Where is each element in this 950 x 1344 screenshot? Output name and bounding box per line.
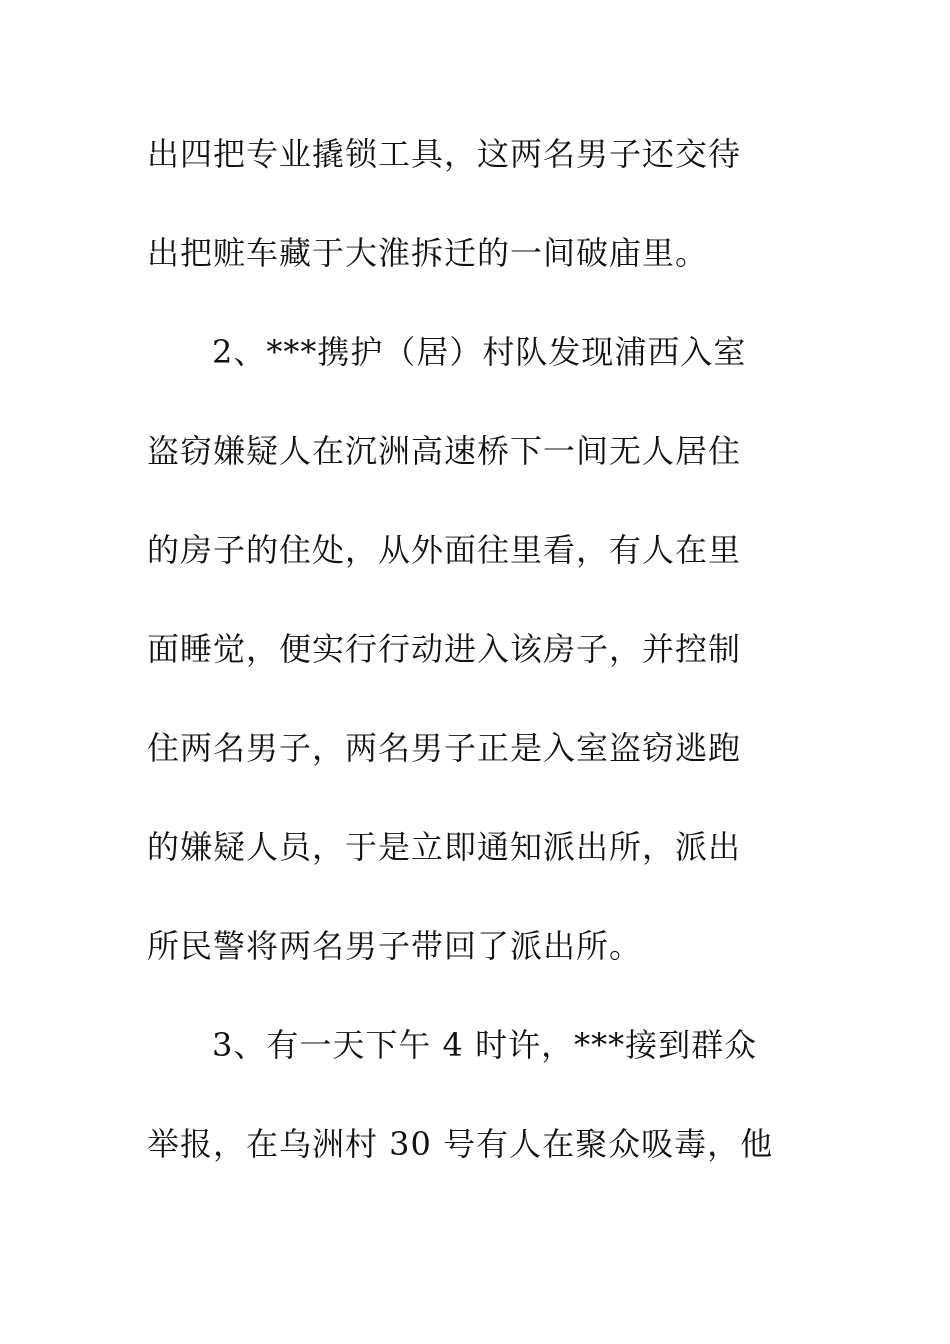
text-line-9: 所民警将两名男子带回了派出所。: [147, 927, 643, 965]
text-line-6: 面睡觉，便实行行动进入该房子，并控制: [147, 630, 742, 668]
text-line-5: 的房子的住处，从外面往里看，有人在里: [147, 531, 742, 569]
text-line-4: 盗窃嫌疑人在沉洲高速桥下一间无人居住: [147, 432, 742, 470]
text-line-8: 的嫌疑人员，于是立即通知派出所，派出: [147, 828, 742, 866]
text-line-11: 举报，在乌洲村 30 号有人在聚众吸毒，他: [147, 1125, 774, 1163]
text-line-7: 住两名男子，两名男子正是入室盗窃逃跑: [147, 729, 742, 767]
text-line-2: 出把赃车藏于大淮拆迁的一间破庙里。: [147, 234, 709, 272]
text-line-3: 2、***携护（居）村队发现浦西入室: [212, 333, 747, 371]
text-line-1: 出四把专业撬锁工具，这两名男子还交待: [147, 135, 742, 173]
text-line-10: 3、有一天下午 4 时许，***接到群众: [212, 1026, 758, 1064]
